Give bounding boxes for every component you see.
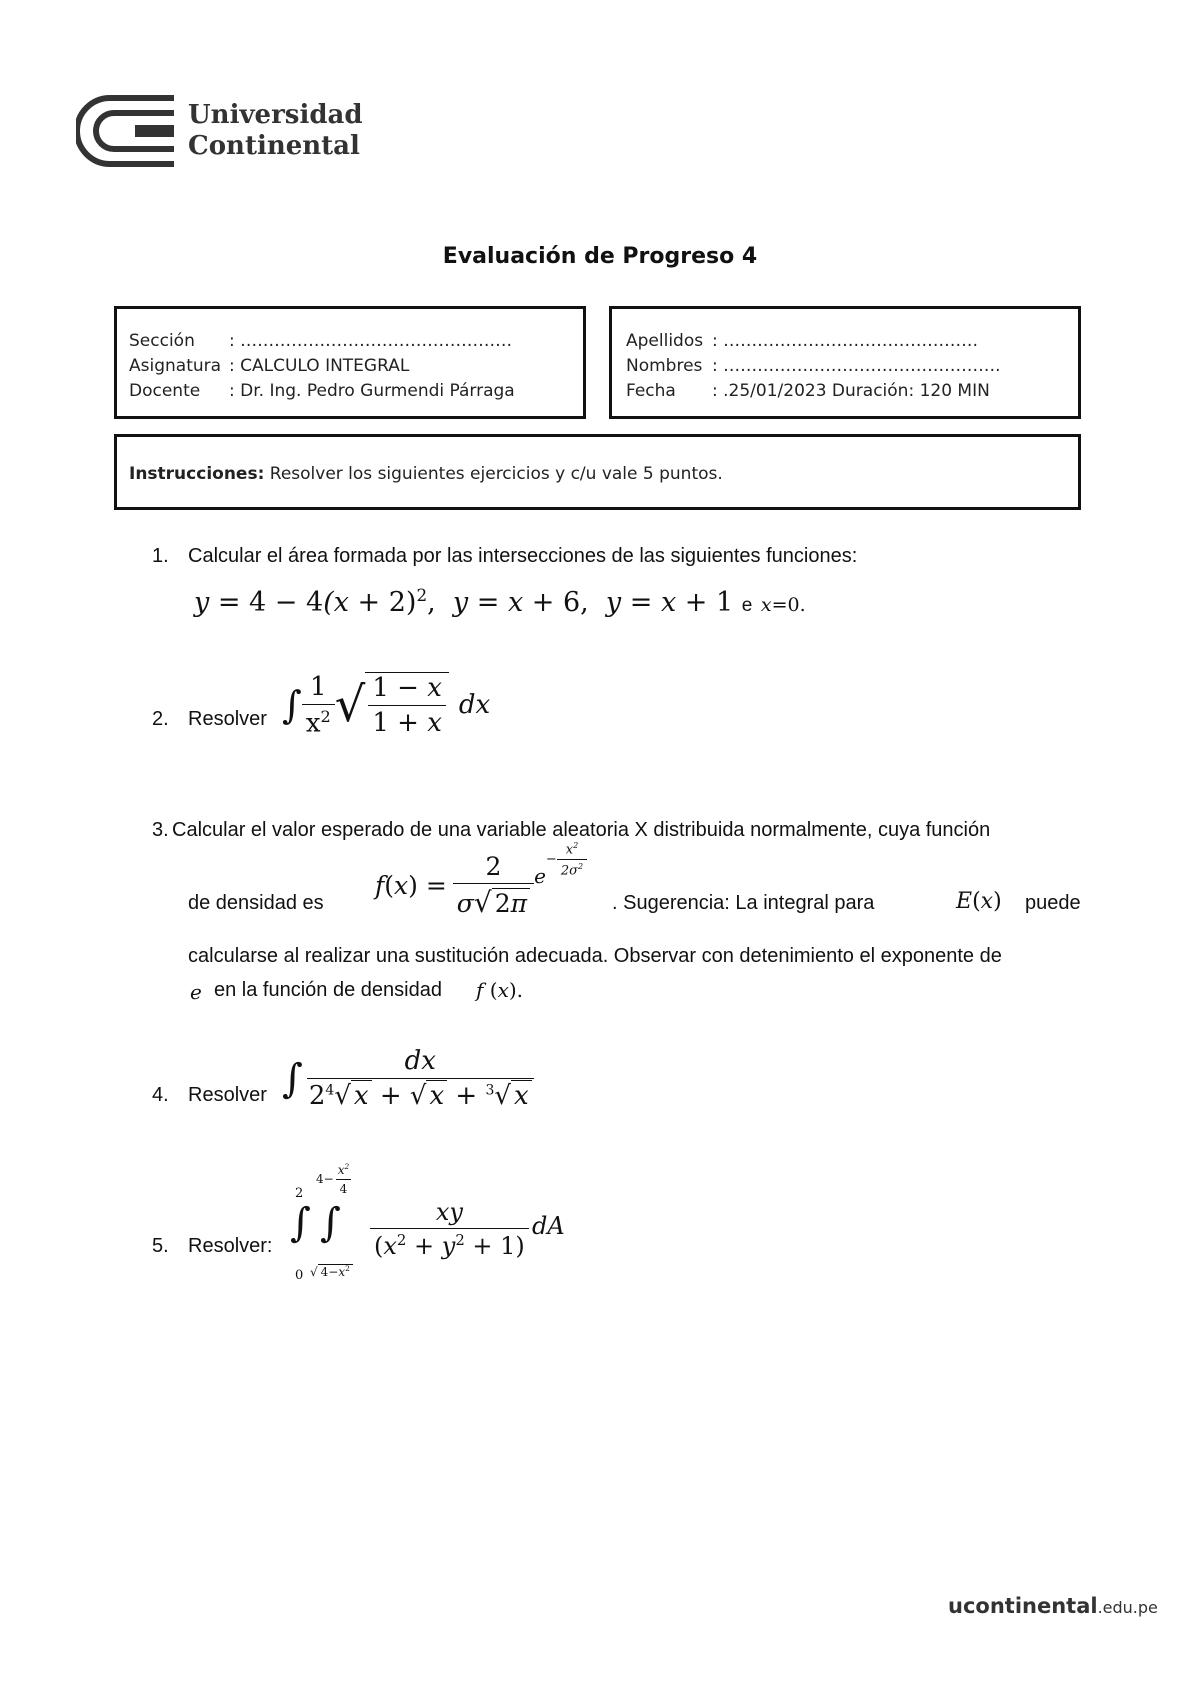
- apellidos-value: : ………………………………………: [712, 331, 979, 351]
- exercise-5-text: Resolver:: [188, 1235, 273, 1257]
- asignatura-label: Asignatura: [129, 356, 222, 376]
- exercise-3-text: Calcular el valor esperado de una variable aleatoria X distribuida normalmente, cuya función: [172, 819, 991, 841]
- seccion-label: Sección: [129, 331, 195, 351]
- university-name-line1: Universidad: [188, 100, 363, 130]
- student-info-right: [609, 306, 1081, 419]
- nombres-value: : ………………………………………….: [712, 356, 1001, 376]
- apellidos-label: Apellidos: [626, 331, 704, 351]
- fecha-label: Fecha: [626, 381, 676, 401]
- exercise-3-expectation: E(x): [956, 889, 1002, 914]
- university-name: [188, 100, 363, 162]
- docente-row: [129, 379, 583, 404]
- university-logo: [76, 94, 363, 168]
- student-info-left: [114, 306, 586, 419]
- fecha-value: : .25/01/2023 Duración: 120 MIN: [712, 381, 990, 401]
- exercise-1-formula: $y = 4 - 4(x + 2)^2$, y = x + 6, y = x + 1 e x=0.: [194, 585, 806, 618]
- asignatura-value: : CALCULO INTEGRAL: [229, 356, 410, 376]
- apellidos-row: [626, 329, 1078, 354]
- exercise-3-density-formula: f ( x ) = $\frac{2}{\sigma√ 2\pi}$ e − $\frac{x^2}{2\sigma^2}$: [375, 852, 587, 919]
- footer-brand-domain: .edu.pe: [1097, 1598, 1158, 1617]
- exercise-2-text: Resolver: [188, 708, 267, 730]
- exercise-3-e-symbol: e: [190, 980, 202, 1004]
- exercise-2-number: 2.: [152, 708, 169, 730]
- exercise-3-text-3: calcularse al realizar una sustitución adecuada. Observar con detenimiento el exponente de: [188, 945, 1002, 967]
- page-title: Evaluación de Progreso 4: [442, 244, 758, 269]
- footer-brand: [948, 1594, 1158, 1618]
- exercise-4-number: 4.: [152, 1084, 169, 1106]
- nombres-label: Nombres: [626, 356, 703, 376]
- instructions-text: Resolver los siguientes ejercicios y c/u vale 5 puntos.: [264, 464, 723, 484]
- nombres-row: [626, 354, 1078, 379]
- exercise-3-number: 3.: [152, 819, 169, 841]
- exercise-5-formula: 2 ∫ 0 4− $\frac{x^2}{4}$ ∫ √ $4-x^2$ $\frac{xy}{(x^2 + y^2 + 1)}$ dA: [290, 1162, 565, 1283]
- exercise-3-text-4: en la función de densidad: [214, 979, 442, 1001]
- exercise-4-formula: ∫ $\frac{dx}{2^4√ x + √ x + ^3√ x}$: [282, 1046, 534, 1111]
- exercise-3-text-2b: . Sugerencia: La integral para: [612, 892, 875, 914]
- exercise-3-text-2a: de densidad es: [188, 892, 324, 914]
- exercise-3-density-symbol: f (x).: [476, 978, 524, 1002]
- exercise-2-formula: ∫ $\frac{1}{x^2}$ √ $\frac{1 - x}{1 + x}$ dx: [282, 672, 491, 739]
- seccion-row: [129, 329, 583, 354]
- exercise-3-text-2c: puede: [1025, 892, 1081, 914]
- seccion-value: : …………………………………………: [229, 331, 513, 351]
- exercise-5-number: 5.: [152, 1235, 169, 1257]
- university-name-line2: Continental: [188, 131, 360, 161]
- footer-brand-name: ucontinental: [948, 1594, 1098, 1618]
- asignatura-row: [129, 354, 583, 379]
- exercise-1-number: 1.: [152, 545, 169, 567]
- instructions-box: [114, 434, 1081, 510]
- docente-value: : Dr. Ing. Pedro Gurmendi Párraga: [229, 381, 515, 401]
- fecha-row: [626, 379, 1078, 404]
- instructions-label: Instrucciones:: [129, 464, 265, 484]
- university-logo-icon: [76, 94, 176, 168]
- exercise-1-text: Calcular el área formada por las intersecciones de las siguientes funciones:: [188, 545, 858, 567]
- docente-label: Docente: [129, 381, 201, 401]
- exercise-1-conj: e: [741, 595, 753, 616]
- exercise-4-text: Resolver: [188, 1084, 267, 1106]
